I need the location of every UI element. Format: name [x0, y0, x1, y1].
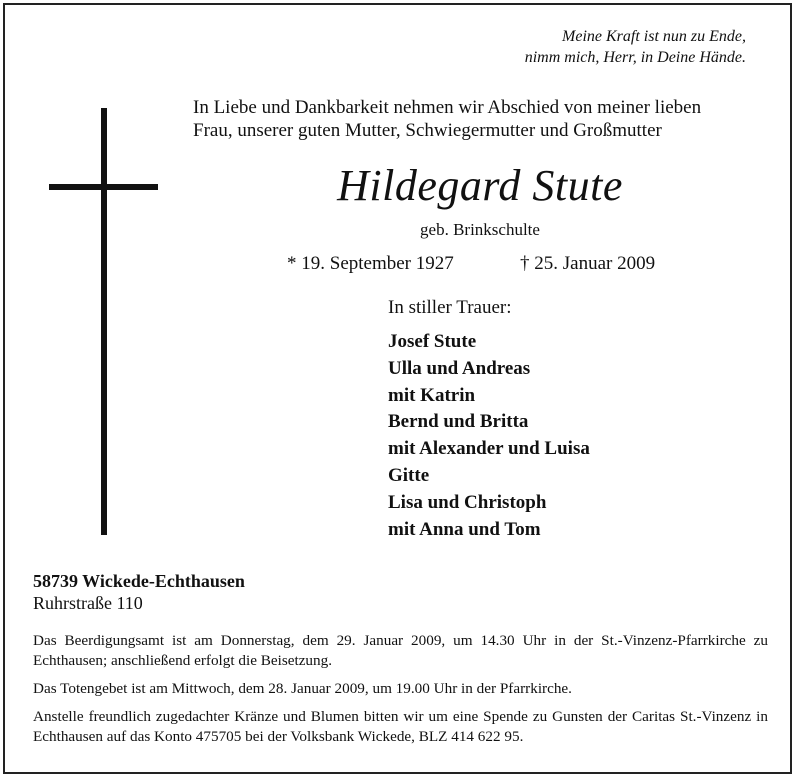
death-date: † 25. Januar 2009	[520, 253, 656, 274]
mourner-name: Ulla und Andreas	[388, 357, 531, 379]
intro-line: In Liebe und Dankbarkeit nehmen wir Abschied von meiner lieben	[193, 97, 702, 118]
mourner-name: Gitte	[388, 464, 430, 486]
deceased-name: Hildegard Stute	[337, 161, 623, 210]
mourner-name: mit Anna und Tom	[388, 518, 541, 540]
motto	[446, 26, 746, 68]
mourners-list	[388, 329, 590, 543]
mourner-name: Josef Stute	[388, 331, 477, 352]
intro-line: Frau, unserer guten Mutter, Schwiegermutter und Großmutter	[193, 120, 662, 141]
address-city: 58739 Wickede-Echthausen	[33, 571, 245, 591]
donation-notice: Anstelle freundlich zugedachter Kränze und Blumen bitten wir um eine Spende zu Gunsten der Caritas St.-Vinzenz in Echthausen auf das Konto 475705 bei der Volksbank Wickede, BLZ 414 622 95.	[33, 708, 768, 745]
prayer-notice: Das Totengebet ist am Mittwoch, dem 28. Januar 2009, um 19.00 Uhr in der Pfarrkirche.	[33, 680, 572, 697]
mourner-name: Bernd und Britta	[388, 411, 529, 433]
mourner-name: mit Alexander und Luisa	[388, 438, 590, 460]
maiden-name: geb. Brinkschulte	[420, 220, 540, 239]
motto-line: nimm mich, Herr, in Deine Hände.	[524, 49, 746, 66]
mourning-label: In stiller Trauer:	[388, 297, 512, 318]
cross-vertical-bar	[101, 108, 107, 535]
mourner-name: mit Katrin	[388, 384, 476, 406]
address-street: Ruhrstraße 110	[33, 593, 143, 613]
intro-text	[193, 96, 773, 142]
funeral-notice: Das Beerdigungsamt ist am Donnerstag, dem 29. Januar 2009, um 14.30 Uhr in der St.-Vinzenz-Pfarrkirche zu Echthausen; anschließend erfolgt die Beisetzung.	[33, 632, 768, 669]
birth-date: * 19. September 1927	[287, 253, 454, 274]
cross-horizontal-bar	[49, 184, 158, 190]
mourner-name: Lisa und Christoph	[388, 491, 547, 513]
motto-line: Meine Kraft ist nun zu Ende,	[562, 28, 746, 45]
